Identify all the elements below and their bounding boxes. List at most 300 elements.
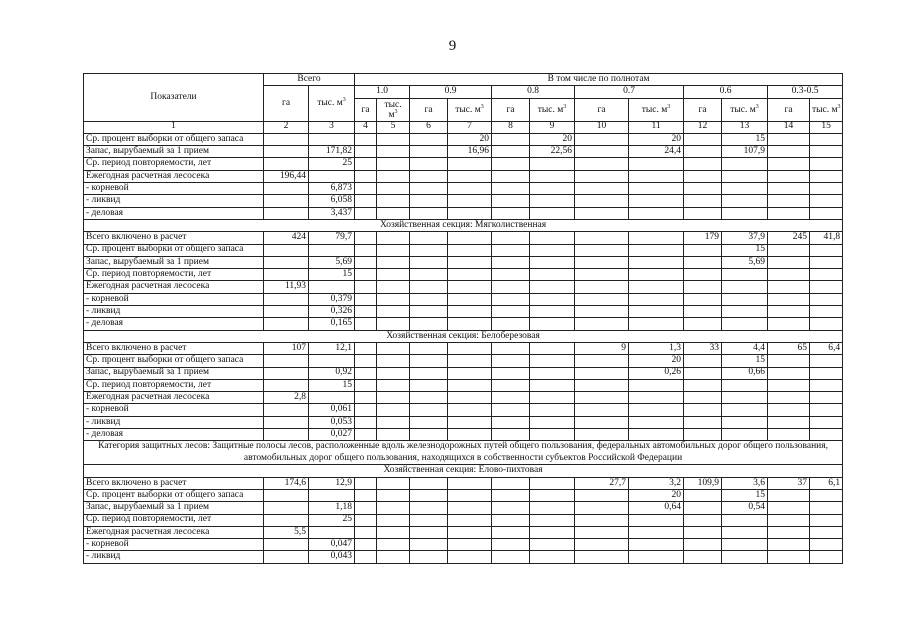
table-cell: 15: [722, 133, 768, 145]
table-cell: [768, 379, 810, 391]
column-number: 9: [530, 121, 575, 133]
table-cell: [410, 244, 448, 256]
table-cell: [629, 244, 684, 256]
column-number: 11: [629, 121, 684, 133]
table-cell: [629, 539, 684, 551]
table-cell: [684, 207, 722, 219]
table-cell: [629, 392, 684, 404]
table-cell: [448, 502, 492, 514]
table-row: [84, 293, 843, 305]
table-cell: 3,6: [722, 477, 768, 489]
table-cell: [768, 281, 810, 293]
table-cell: [575, 281, 629, 293]
header-unit-ha: га: [684, 98, 722, 121]
column-number: 5: [377, 121, 410, 133]
table-cell: [410, 379, 448, 391]
table-cell: 174,6: [264, 477, 309, 489]
table-row: [84, 183, 843, 195]
table-cell: [309, 281, 355, 293]
table-cell: [575, 379, 629, 391]
table-cell: [530, 207, 575, 219]
table-cell: [768, 244, 810, 256]
table-row: [84, 256, 843, 268]
table-cell: [575, 306, 629, 318]
header-unit-ha: га: [492, 98, 530, 121]
table-cell: [810, 293, 843, 305]
section-row: [84, 330, 843, 342]
table-cell: [377, 158, 410, 170]
table-cell: 25: [309, 158, 355, 170]
table-cell: [448, 256, 492, 268]
table-cell: [684, 306, 722, 318]
table-cell: [264, 416, 309, 428]
table-cell: 12,9: [309, 477, 355, 489]
table-row: [84, 502, 843, 514]
table-cell: [810, 146, 843, 158]
table-cell: [448, 392, 492, 404]
table-cell: 11,93: [264, 281, 309, 293]
table-cell: 25: [309, 514, 355, 526]
table-cell: [684, 133, 722, 145]
table-cell: [355, 195, 377, 207]
table-cell: [768, 514, 810, 526]
table-cell: [377, 367, 410, 379]
table-cell: [410, 367, 448, 379]
table-cell: [492, 293, 530, 305]
table-cell: [768, 526, 810, 538]
row-label: Ср. период повторяемости, лет: [84, 158, 264, 170]
table-cell: [492, 318, 530, 330]
table-cell: [355, 244, 377, 256]
table-cell: [355, 281, 377, 293]
table-cell: [492, 195, 530, 207]
table-cell: [575, 158, 629, 170]
table-cell: 20: [530, 133, 575, 145]
table-cell: [377, 342, 410, 354]
table-cell: [448, 429, 492, 441]
table-cell: [575, 183, 629, 195]
table-cell: [377, 526, 410, 538]
column-number: 1: [84, 121, 264, 133]
table-cell: [355, 158, 377, 170]
header-density-0-6: 0.6: [684, 86, 768, 98]
table-cell: [684, 502, 722, 514]
table-cell: [684, 183, 722, 195]
table-cell: [264, 502, 309, 514]
table-cell: [410, 526, 448, 538]
table-cell: [530, 367, 575, 379]
header-unit-ha: га: [355, 98, 377, 121]
table-cell: [722, 158, 768, 170]
table-cell: [410, 183, 448, 195]
table-cell: [575, 502, 629, 514]
table-cell: [684, 158, 722, 170]
table-cell: [264, 367, 309, 379]
table-cell: 27,7: [575, 477, 629, 489]
table-cell: [448, 269, 492, 281]
table-cell: [810, 367, 843, 379]
table-cell: [448, 539, 492, 551]
table-cell: [629, 514, 684, 526]
table-cell: [810, 318, 843, 330]
table-cell: [810, 429, 843, 441]
table-cell: 107: [264, 342, 309, 354]
row-label: Запас, вырубаемый за 1 прием: [84, 256, 264, 268]
table-cell: [410, 158, 448, 170]
table-cell: [684, 429, 722, 441]
table-cell: [629, 207, 684, 219]
table-cell: [684, 392, 722, 404]
table-cell: [768, 502, 810, 514]
table-cell: [377, 318, 410, 330]
table-row: [84, 514, 843, 526]
table-cell: [410, 392, 448, 404]
row-label: - корневой: [84, 539, 264, 551]
table-cell: [722, 183, 768, 195]
table-cell: [264, 158, 309, 170]
table-cell: [309, 526, 355, 538]
table-cell: [448, 379, 492, 391]
table-cell: [264, 293, 309, 305]
table-cell: [377, 269, 410, 281]
row-label: - корневой: [84, 293, 264, 305]
table-header: [84, 74, 843, 134]
row-label: Ср. процент выборки от общего запаса: [84, 133, 264, 145]
row-label: - корневой: [84, 183, 264, 195]
table-cell: [355, 318, 377, 330]
table-cell: [377, 146, 410, 158]
table-cell: [377, 489, 410, 501]
table-cell: 15: [309, 269, 355, 281]
table-cell: 15: [722, 244, 768, 256]
table-cell: [530, 281, 575, 293]
table-cell: [448, 170, 492, 182]
table-cell: [768, 392, 810, 404]
table-cell: [410, 170, 448, 182]
table-cell: [810, 416, 843, 428]
table-cell: [377, 429, 410, 441]
table-cell: 5,69: [309, 256, 355, 268]
table-cell: [448, 244, 492, 256]
table-cell: [410, 355, 448, 367]
table-cell: [377, 514, 410, 526]
table-cell: [377, 502, 410, 514]
row-label: Ср. период повторяемости, лет: [84, 379, 264, 391]
table-cell: [264, 269, 309, 281]
table-row: [84, 367, 843, 379]
table-cell: [309, 392, 355, 404]
table-cell: [768, 404, 810, 416]
table-cell: 37,9: [722, 232, 768, 244]
table-cell: [264, 133, 309, 145]
header-density-0-8: 0.8: [492, 86, 575, 98]
table-cell: [448, 318, 492, 330]
header-total-volume: тыс. $м^3$: [309, 86, 355, 121]
table-cell: 0,326: [309, 306, 355, 318]
table-cell: [722, 551, 768, 563]
table-cell: [410, 429, 448, 441]
table-cell: [684, 281, 722, 293]
table-cell: [377, 195, 410, 207]
table-cell: [768, 170, 810, 182]
table-body: [84, 133, 843, 563]
table-cell: 33: [684, 342, 722, 354]
table-cell: [377, 477, 410, 489]
table-cell: [355, 429, 377, 441]
row-label: - корневой: [84, 404, 264, 416]
table-cell: 5,5: [264, 526, 309, 538]
header-unit-volume: тыс. $м^3$: [448, 98, 492, 121]
table-cell: [264, 514, 309, 526]
row-label: - деловая: [84, 318, 264, 330]
header-unit-ha: га: [410, 98, 448, 121]
column-number: 13: [722, 121, 768, 133]
table-cell: 0,165: [309, 318, 355, 330]
table-cell: 9: [575, 342, 629, 354]
header-density-0-3-0-5: 0.3-0.5: [768, 86, 843, 98]
row-label: Всего включено в расчет: [84, 477, 264, 489]
table-cell: [810, 195, 843, 207]
section-row: [84, 465, 843, 477]
header-unit-ha: га: [575, 98, 629, 121]
table-cell: [448, 477, 492, 489]
table-cell: [684, 269, 722, 281]
table-cell: [355, 502, 377, 514]
table-cell: [722, 392, 768, 404]
table-cell: [722, 318, 768, 330]
table-cell: [629, 306, 684, 318]
table-cell: [355, 416, 377, 428]
table-row: [84, 170, 843, 182]
table-cell: 245: [768, 232, 810, 244]
table-cell: [684, 244, 722, 256]
table-cell: [448, 404, 492, 416]
table-cell: [448, 183, 492, 195]
table-cell: [410, 281, 448, 293]
table-cell: [810, 551, 843, 563]
column-number: 10: [575, 121, 629, 133]
table-cell: [629, 551, 684, 563]
table-cell: [355, 477, 377, 489]
column-number: 12: [684, 121, 722, 133]
table-cell: [629, 170, 684, 182]
table-cell: [810, 355, 843, 367]
table-cell: [575, 514, 629, 526]
header-total-ha: га: [264, 86, 309, 121]
row-label: - ликвид: [84, 416, 264, 428]
column-number: 15: [810, 121, 843, 133]
table-cell: 4,4: [722, 342, 768, 354]
table-cell: [492, 133, 530, 145]
section-title: Хозяйственная секция: Мягколиственная: [84, 219, 843, 231]
table-cell: [722, 306, 768, 318]
table-cell: [377, 539, 410, 551]
table-cell: [768, 429, 810, 441]
row-label: Ср. период повторяемости, лет: [84, 269, 264, 281]
table-cell: [768, 306, 810, 318]
table-cell: [355, 306, 377, 318]
table-cell: [629, 416, 684, 428]
table-cell: [355, 404, 377, 416]
table-cell: [410, 195, 448, 207]
table-cell: [492, 551, 530, 563]
table-row: [84, 404, 843, 416]
table-cell: 15: [309, 379, 355, 391]
table-cell: [410, 489, 448, 501]
table-cell: 24,4: [629, 146, 684, 158]
table-cell: [768, 293, 810, 305]
table-cell: [530, 392, 575, 404]
table-cell: [377, 416, 410, 428]
table-cell: 3,2: [629, 477, 684, 489]
table-cell: [309, 355, 355, 367]
table-cell: [355, 367, 377, 379]
table-cell: [410, 306, 448, 318]
table-cell: [768, 551, 810, 563]
table-cell: 12,1: [309, 342, 355, 354]
column-number: 2: [264, 121, 309, 133]
table-cell: 0,92: [309, 367, 355, 379]
category-title: Категория защитных лесов: Защитные полосы лесов, расположенные вдоль железнодорожных путей общего пользования, федеральных автомобильных дорог общего пользования, автомобильных дорог общего пользования, находящихся в собственности субъектов Российской Федерации: [84, 441, 843, 465]
table-cell: [629, 232, 684, 244]
table-cell: [768, 195, 810, 207]
table-cell: [492, 539, 530, 551]
table-cell: [448, 416, 492, 428]
table-cell: [492, 502, 530, 514]
column-number: 3: [309, 121, 355, 133]
table-cell: [410, 269, 448, 281]
table-cell: [575, 526, 629, 538]
table-cell: [264, 429, 309, 441]
table-cell: [355, 539, 377, 551]
table-cell: 0,027: [309, 429, 355, 441]
table-cell: [810, 502, 843, 514]
table-cell: [309, 489, 355, 501]
column-number: 4: [355, 121, 377, 133]
table-cell: [768, 367, 810, 379]
table-cell: [684, 539, 722, 551]
table-cell: [629, 195, 684, 207]
table-cell: [810, 158, 843, 170]
table-cell: 0,053: [309, 416, 355, 428]
table-cell: [492, 170, 530, 182]
table-cell: [264, 306, 309, 318]
table-cell: [355, 207, 377, 219]
table-cell: [377, 281, 410, 293]
table-cell: [722, 269, 768, 281]
table-cell: [492, 306, 530, 318]
table-cell: [629, 281, 684, 293]
header-density-1-0: 1.0: [355, 86, 410, 98]
table-cell: [722, 281, 768, 293]
table-cell: [377, 293, 410, 305]
table-cell: [575, 392, 629, 404]
table-cell: 37: [768, 477, 810, 489]
table-cell: 15: [722, 489, 768, 501]
table-cell: 0,66: [722, 367, 768, 379]
table-row: [84, 318, 843, 330]
table-cell: [492, 367, 530, 379]
table-cell: [355, 256, 377, 268]
table-cell: [448, 355, 492, 367]
table-cell: [629, 526, 684, 538]
table-cell: [264, 318, 309, 330]
table-cell: [410, 404, 448, 416]
table-cell: 109,9: [684, 477, 722, 489]
column-number: 6: [410, 121, 448, 133]
table-cell: [264, 146, 309, 158]
table-cell: [810, 133, 843, 145]
table-row: [84, 489, 843, 501]
table-cell: [810, 306, 843, 318]
table-cell: [355, 489, 377, 501]
table-cell: [355, 551, 377, 563]
table-cell: [575, 355, 629, 367]
table-cell: [810, 183, 843, 195]
table-row: [84, 416, 843, 428]
table-cell: 79,7: [309, 232, 355, 244]
table-cell: [377, 379, 410, 391]
table-cell: [722, 207, 768, 219]
table-cell: [410, 133, 448, 145]
table-cell: [448, 367, 492, 379]
table-cell: [629, 293, 684, 305]
table-cell: [492, 379, 530, 391]
table-cell: [684, 170, 722, 182]
table-cell: [810, 269, 843, 281]
table-cell: [684, 367, 722, 379]
table-row: [84, 342, 843, 354]
row-label: Ср. процент выборки от общего запаса: [84, 244, 264, 256]
table-cell: [810, 207, 843, 219]
table-cell: [530, 342, 575, 354]
table-cell: [530, 170, 575, 182]
section-title: Хозяйственная секция: Белоберезовая: [84, 330, 843, 342]
table-cell: [492, 269, 530, 281]
table-cell: [355, 293, 377, 305]
column-number: 14: [768, 121, 810, 133]
table-cell: 22,56: [530, 146, 575, 158]
table-cell: [492, 477, 530, 489]
header-unit-volume: тыс. $м^3$: [530, 98, 575, 121]
table-cell: [410, 539, 448, 551]
table-cell: [768, 489, 810, 501]
table-cell: [264, 355, 309, 367]
table-cell: [448, 514, 492, 526]
table-cell: [355, 232, 377, 244]
table-cell: [530, 489, 575, 501]
row-label: Ежегодная расчетная лесосека: [84, 526, 264, 538]
table-cell: [575, 269, 629, 281]
table-cell: [768, 269, 810, 281]
table-cell: [530, 429, 575, 441]
table-cell: [264, 244, 309, 256]
table-cell: 6,058: [309, 195, 355, 207]
table-cell: [530, 526, 575, 538]
header-unit-volume: тыс. $м^3$: [810, 98, 843, 121]
table-cell: 1,3: [629, 342, 684, 354]
table-cell: [575, 133, 629, 145]
column-number: 8: [492, 121, 530, 133]
header-unit-ha: га: [768, 98, 810, 121]
table-row: [84, 232, 843, 244]
table-cell: [810, 404, 843, 416]
table-cell: [530, 183, 575, 195]
table-cell: [684, 195, 722, 207]
table-cell: [684, 293, 722, 305]
table-cell: [530, 416, 575, 428]
table-row: [84, 429, 843, 441]
